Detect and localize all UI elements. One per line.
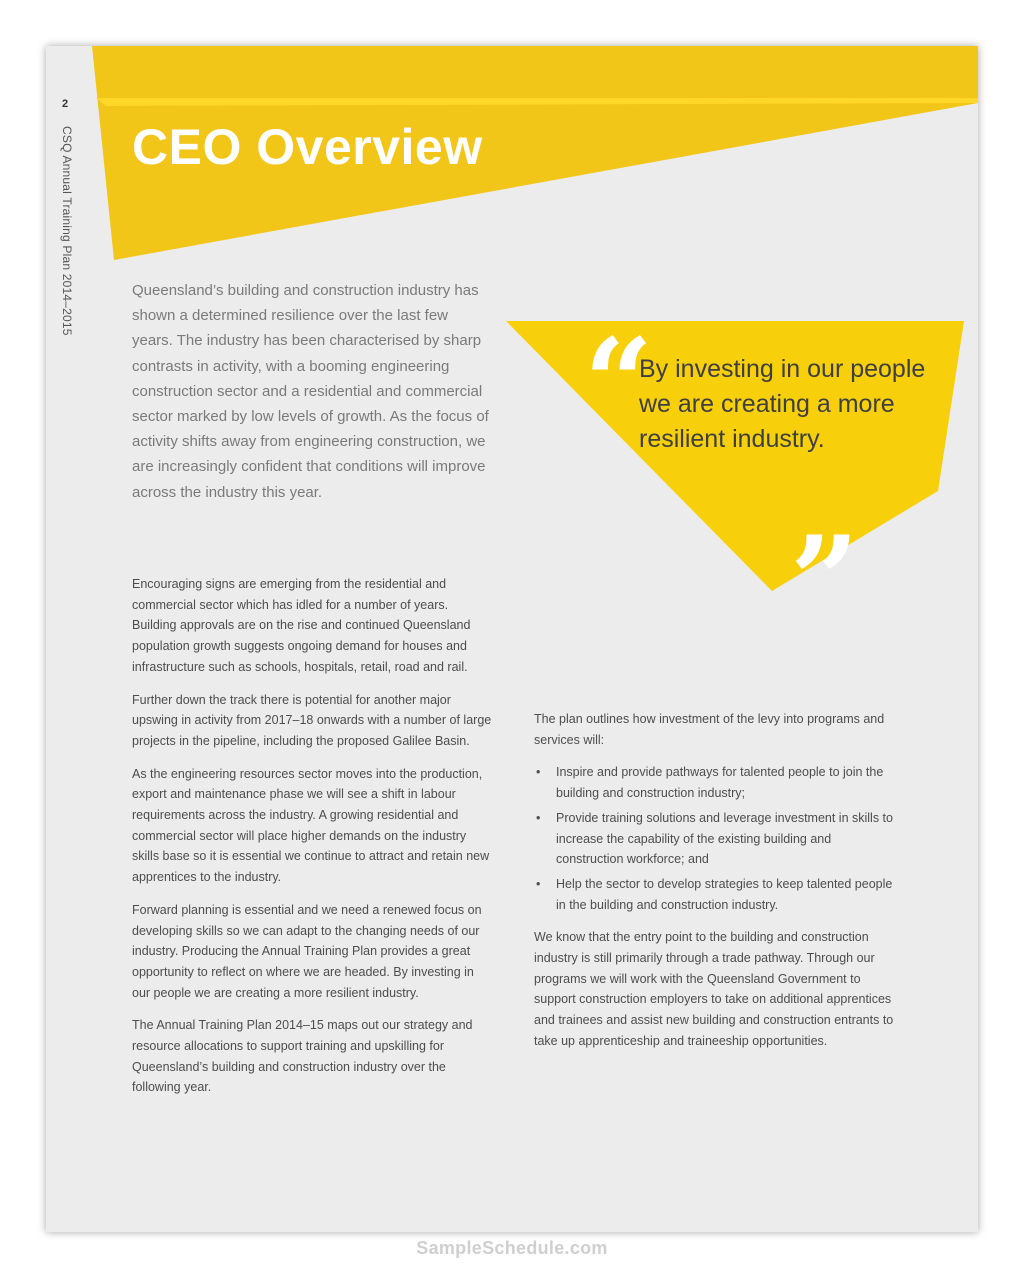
left-paragraph-5: The Annual Training Plan 2014–15 maps out our strategy and resource allocations to support training and upskilling for Queensland’s building and construction industry over the following year. xyxy=(132,1018,473,1095)
open-quote-mark: “ xyxy=(584,312,654,453)
outcomes-list xyxy=(534,762,894,915)
pull-quote-graphic xyxy=(46,46,978,646)
lead-paragraph: Queensland’s building and construction industry has shown a determined resilience over the last few years. The industry has been characterised by sharp contrasts in activity, with a booming engineering construction sector and a residential and commercial sector marked by low levels of growth. As the focus of activity shifts away from engineering construction, we are increasingly confident that conditions will improve across the industry this year. xyxy=(132,282,489,501)
pull-quote-text: By investing in our people we are creating a more resilient industry. xyxy=(639,355,926,453)
left-column xyxy=(132,574,492,1110)
left-paragraph-3: As the engineering resources sector moves into the production, export and maintenance phase we will see a shift in labour requirements across the industry. A growing residential and commercial sector will place higher demands on the industry skills base so it is essential we continue to attract and retain new apprentices to the industry. xyxy=(132,766,490,885)
page-number: 2 xyxy=(62,98,69,110)
document-page xyxy=(46,46,978,1232)
close-quote-mark: ” xyxy=(790,510,860,646)
page-title: CEO Overview xyxy=(132,119,483,175)
bullet-icon: • xyxy=(536,765,541,780)
list-item-text: Help the sector to develop strategies to keep talented people in the building and construction industry. xyxy=(556,876,893,912)
right-intro-paragraph: The plan outlines how investment of the levy into programs and services will: xyxy=(534,712,885,747)
bullet-icon: • xyxy=(536,810,541,825)
bullet-icon: • xyxy=(536,876,541,891)
list-item-text: Provide training solutions and leverage investment in skills to increase the capability of the existing building and construction workforce; and xyxy=(556,810,893,867)
list-item xyxy=(534,874,894,915)
left-paragraph-2: Further down the track there is potential for another major upswing in activity from 2017–18 onwards with a number of large projects in the pipeline, including the proposed Galilee Basin. xyxy=(132,692,492,748)
list-item-text: Inspire and provide pathways for talented people to join the building and construction industry; xyxy=(556,765,884,801)
left-paragraph-1: Encouraging signs are emerging from the residential and commercial sector which has idled for a number of years. Building approvals are on the rise and continued Queensland population growth suggests ongoing demand for houses and infrastructure such as schools, hospitals, retail, road and rail. xyxy=(132,577,471,674)
side-running-title: CSQ Annual Training Plan 2014–2015 xyxy=(60,126,74,336)
list-item xyxy=(534,762,894,803)
right-column xyxy=(534,709,894,1064)
right-closing-paragraph: We know that the entry point to the building and construction industry is still primarily through a trade pathway. Through our programs we will work with the Queensland Government to support construction employers to take on additional apprentices and trainees and assist new building and construction entrants to take up apprenticeship and traineeship opportunities. xyxy=(534,930,894,1048)
left-paragraph-4: Forward planning is essential and we need a renewed focus on developing skills so we can adapt to the changing needs of our industry. Producing the Annual Training Plan provides a great opportunity to reflect on where we are headed. By investing in our people we are creating a more resilient industry. xyxy=(132,902,482,1000)
watermark: SampleSchedule.com xyxy=(416,1238,608,1258)
list-item xyxy=(534,808,894,870)
